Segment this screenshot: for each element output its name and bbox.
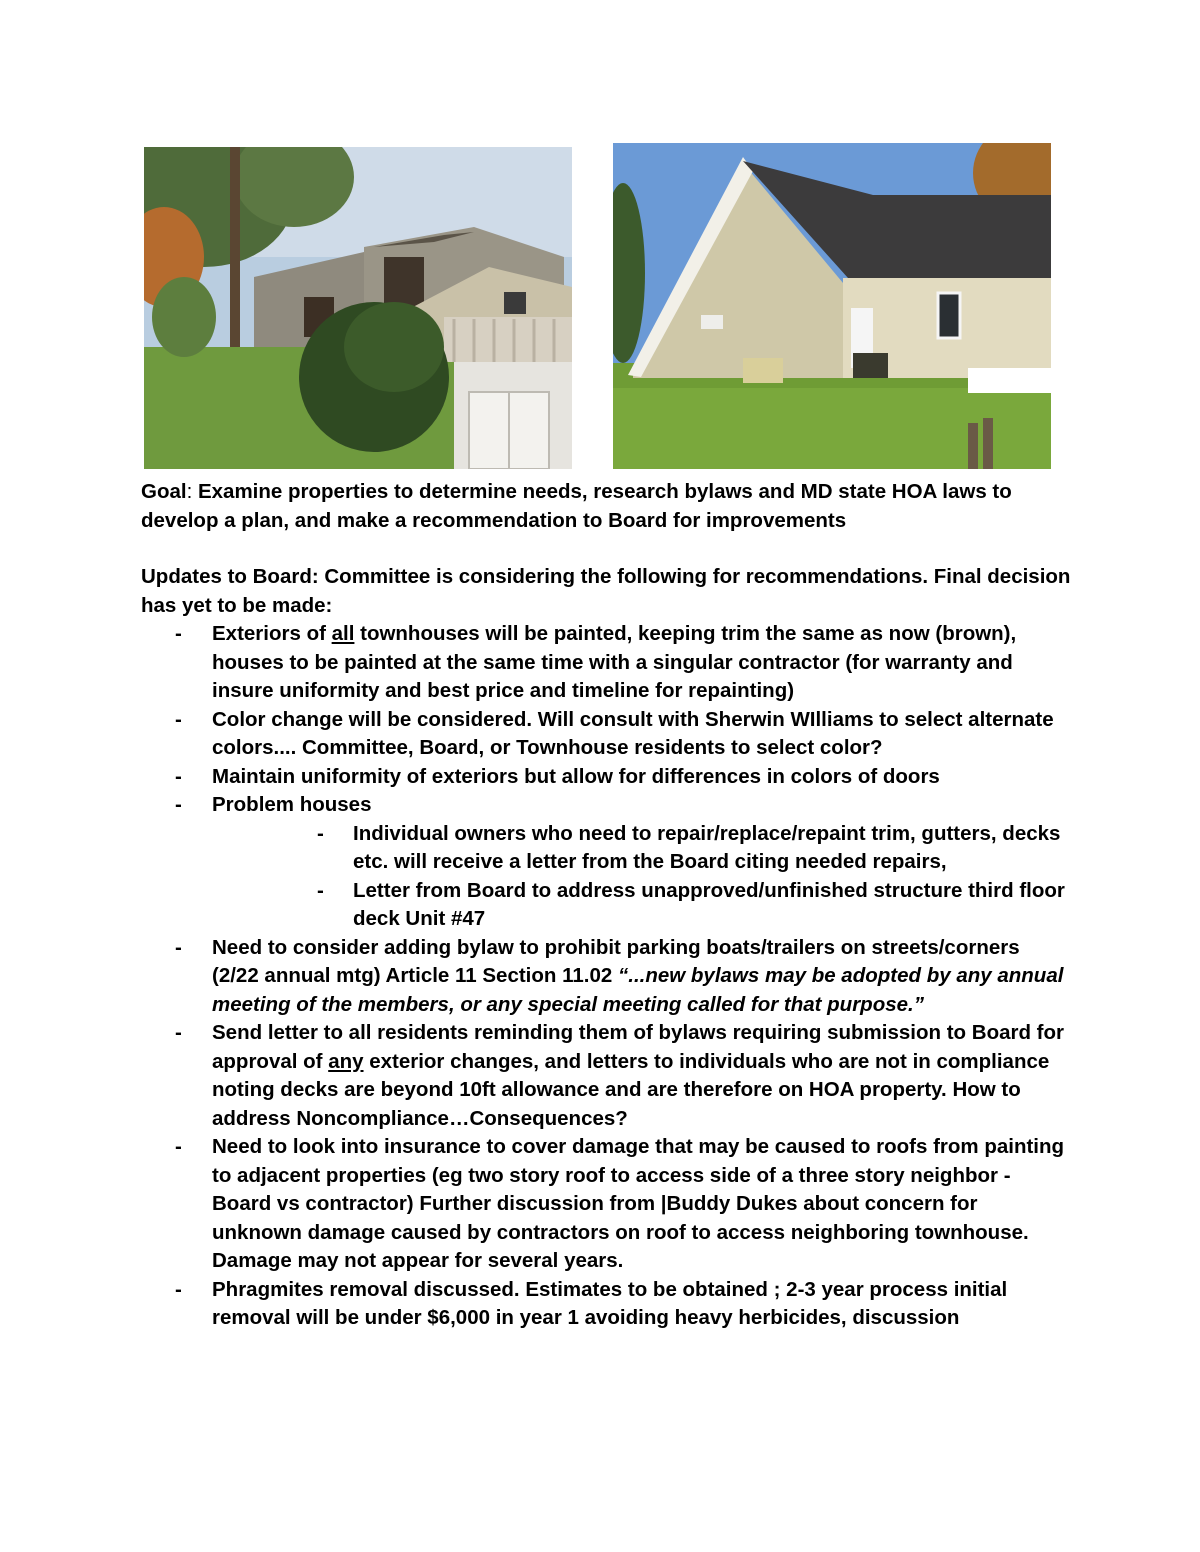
updates-section — [141, 563, 1071, 1333]
list-item — [141, 620, 1071, 706]
item-text: Maintain uniformity of exteriors but allow for differences in colors of doors — [212, 764, 940, 788]
item-text: townhouses will be painted, keeping trim the same as now (brown), houses to be painted at the same time with a singular contractor (for warranty and insure uniformity and best price and timeline for repainting) — [212, 622, 1017, 702]
sub-list — [212, 820, 1071, 934]
dash-bullet: - — [175, 1277, 182, 1301]
item-text: Letter from Board to address unapproved/unfinished structure third floor deck Unit #47 — [353, 878, 1065, 930]
goal-label: Goal — [141, 480, 187, 503]
list-item — [141, 934, 1071, 1020]
dash-bullet: - — [175, 1135, 182, 1158]
bylaw-quote: “...new bylaws may be adopted by any annual meeting of the members, or any special meeting called for that purpose.” — [212, 964, 1064, 1016]
dash-bullet: - — [175, 935, 182, 959]
updates-intro: Updates to Board: Committee is considering the following for recommendations. Final decision has yet to be made: — [141, 565, 1071, 617]
dash-bullet: - — [175, 707, 182, 731]
dash-bullet: - — [175, 1021, 182, 1044]
item-text: Phragmites removal discussed. Estimates to be obtained ; 2-3 year process initial removal will be under $6,000 in year 1 avoiding heavy herbicides, discussion — [212, 1277, 1008, 1329]
list-item — [141, 706, 1071, 763]
underlined-word: any — [328, 1049, 364, 1073]
list-item — [141, 763, 1071, 792]
item-text: exterior changes, and letters to individuals who are not in compliance noting decks are beyond 10ft allowance and are therefore on HOA property. How to address Noncompliance…Consequences? — [212, 1049, 1050, 1130]
item-text: Color change will be considered. Will consult with Sherwin WIlliams to select alternate colors.... Committee, Board, or Townhouse residents to select color? — [212, 707, 1054, 759]
sub-list-item — [141, 877, 1071, 934]
updates-list — [141, 620, 1071, 1333]
goal-separator: : — [186, 480, 193, 503]
house-side-photo — [613, 143, 1051, 469]
dash-bullet: - — [175, 793, 182, 816]
dash-bullet: - — [317, 821, 324, 845]
item-text: Problem houses — [212, 793, 372, 816]
item-text: Send letter to all residents reminding them of bylaws requiring submission to Board for approval of — [212, 1021, 1065, 1073]
dash-bullet: - — [175, 764, 182, 788]
goal-text: Examine properties to determine needs, research bylaws and MD state HOA laws to develop a plan, and make a recommendation to Board for improvements — [141, 480, 1012, 532]
list-item — [141, 791, 1071, 934]
dash-bullet: - — [317, 878, 324, 902]
item-text: Exteriors of — [212, 622, 332, 645]
goal-paragraph — [141, 478, 1071, 535]
dash-bullet: - — [175, 622, 182, 645]
item-text: Need to look into insurance to cover damage that may be caused to roofs from painting to adjacent properties (eg two story roof to access side of a three story neighbor - Board vs contractor) Further discussion from |Buddy Dukes about concern for unknown damage caused by contractors on roof to access neighboring townhouse. Damage may not appear for several years. — [212, 1135, 1065, 1272]
underlined-word: all — [331, 622, 355, 645]
item-text: Individual owners who need to repair/replace/repaint trim, gutters, decks etc. will receive a letter from the Board citing needed repairs, — [353, 821, 1061, 873]
townhouse-photo — [144, 147, 572, 469]
list-item — [141, 1276, 1071, 1333]
list-item — [141, 1019, 1071, 1133]
list-item — [141, 1133, 1071, 1276]
item-text: Need to consider adding bylaw to prohibit parking boats/trailers on streets/corners (2/22 annual mtg) Article 11 Section 11.02 — [212, 935, 1020, 987]
sub-list-item — [141, 820, 1071, 877]
